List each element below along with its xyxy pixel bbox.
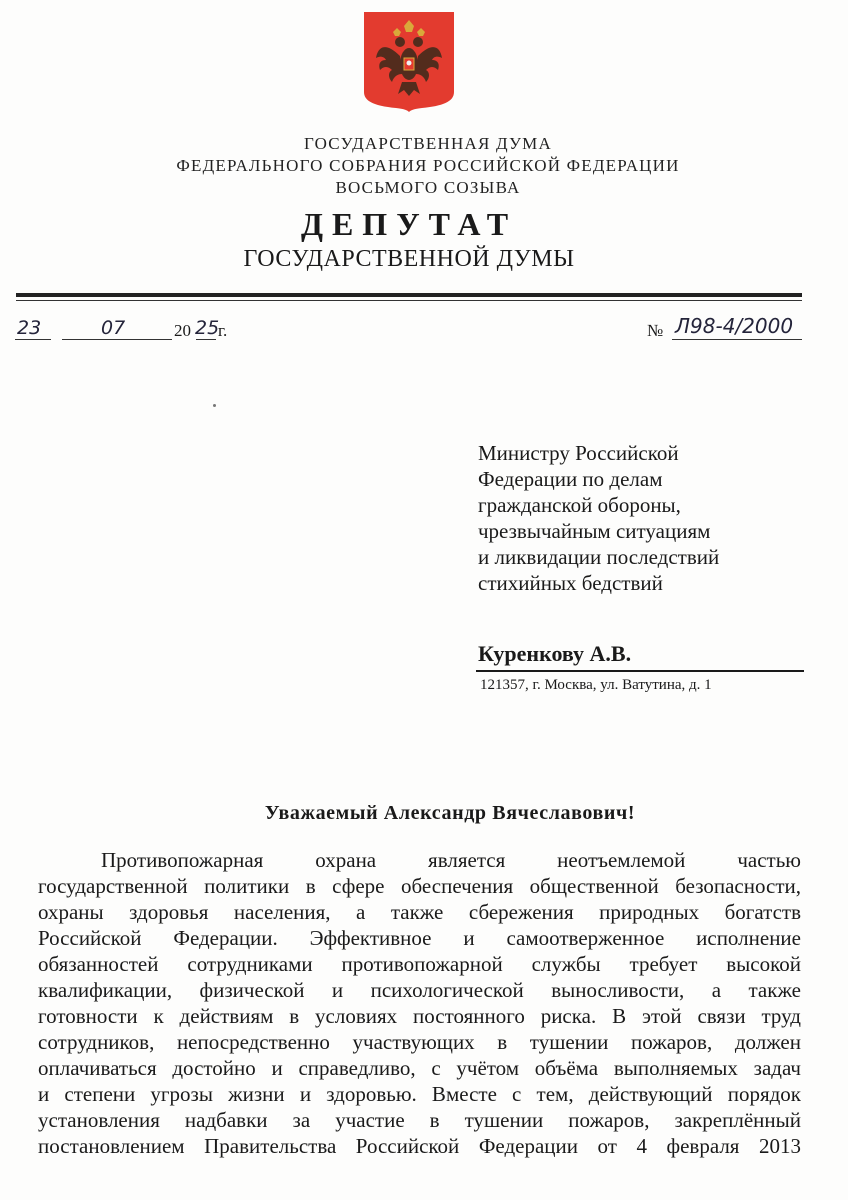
header-org-line-2: ФЕДЕРАЛЬНОГО СОБРАНИЯ РОССИЙСКОЙ ФЕДЕРАЦИИ — [176, 156, 680, 175]
header-title: ДЕПУТАТ — [300, 206, 518, 242]
outgoing-number-value: Л98-4/2000 — [675, 314, 794, 338]
recipient-address: 121357, г. Москва, ул. Ватутина, д. 1 — [480, 677, 712, 693]
letter-body-line: готовности к действиям в условиях постоянного риска. В этой связи труд — [38, 1004, 801, 1028]
letter-body-line: постановлением Правительства Российской Федерации от 4 февраля 2013 — [38, 1134, 801, 1158]
letter-body-line: охраны здоровья населения, а также сбережения природных богатств — [38, 900, 801, 924]
letter-body-line: квалификации, физической и психологической выносливости, а также — [38, 978, 801, 1002]
letter-greeting: Уважаемый Александр Вячеславович! — [264, 802, 636, 824]
addressee-line: и ликвидации последствий — [478, 545, 720, 569]
date-year-underline — [196, 339, 216, 340]
date-day-underline — [15, 339, 51, 340]
addressee-line: Министру Российской — [478, 441, 679, 465]
date-year-suffix: г. — [218, 321, 228, 340]
letter-body-line: Противопожарная охрана является неотъемлемой частью — [101, 848, 801, 872]
letter-body-line: сотрудников, непосредственно участвующих в тушении пожаров, должен — [38, 1030, 801, 1054]
scan-speck — [213, 404, 216, 407]
outgoing-number-label: № — [647, 321, 664, 340]
date-month: 07 — [101, 317, 126, 339]
header-divider-thick — [16, 293, 802, 297]
date-year-prefix: 20 — [174, 321, 191, 340]
letter-body — [38, 847, 801, 1159]
header-divider-thin — [16, 300, 802, 301]
letter-body-line: Российской Федерации. Эффективное и самоотверженное исполнение — [38, 926, 801, 950]
letter-body-line: оплачиваться достойно и справедливо, с учётом объёма выполняемых задач — [38, 1056, 801, 1080]
letter-body-line: обязанностей сотрудниками противопожарной службы требует высокой — [38, 952, 801, 976]
recipient-underline — [476, 670, 804, 672]
header-org-line-3: ВОСЬМОГО СОЗЫВА — [335, 178, 521, 197]
coat-of-arms-icon — [362, 12, 456, 112]
addressee-line: Федерации по делам — [478, 467, 663, 491]
date-year-handwritten: 25 — [195, 317, 220, 339]
date-month-underline — [62, 339, 172, 340]
addressee-line: стихийных бедствий — [478, 571, 663, 595]
recipient-name: Куренкову А.В. — [478, 641, 632, 666]
header-subtitle: ГОСУДАРСТВЕННОЙ ДУМЫ — [243, 246, 575, 272]
date-day: 23 — [17, 317, 42, 339]
addressee-line: чрезвычайным ситуациям — [478, 519, 711, 543]
letter-body-line: и степени угрозы жизни и здоровью. Вместе с тем, действующий порядок — [38, 1082, 801, 1106]
addressee-line: гражданской обороны, — [478, 493, 681, 517]
addressee-block — [478, 440, 818, 596]
letter-body-line: государственной политики в сфере обеспечения общественной безопасности, — [38, 874, 801, 898]
header-org-line-1: ГОСУДАРСТВЕННАЯ ДУМА — [304, 134, 552, 153]
outgoing-number-underline — [672, 339, 802, 340]
letter-body-line: установления надбавки за участие в тушении пожаров, закреплённый — [38, 1108, 801, 1132]
